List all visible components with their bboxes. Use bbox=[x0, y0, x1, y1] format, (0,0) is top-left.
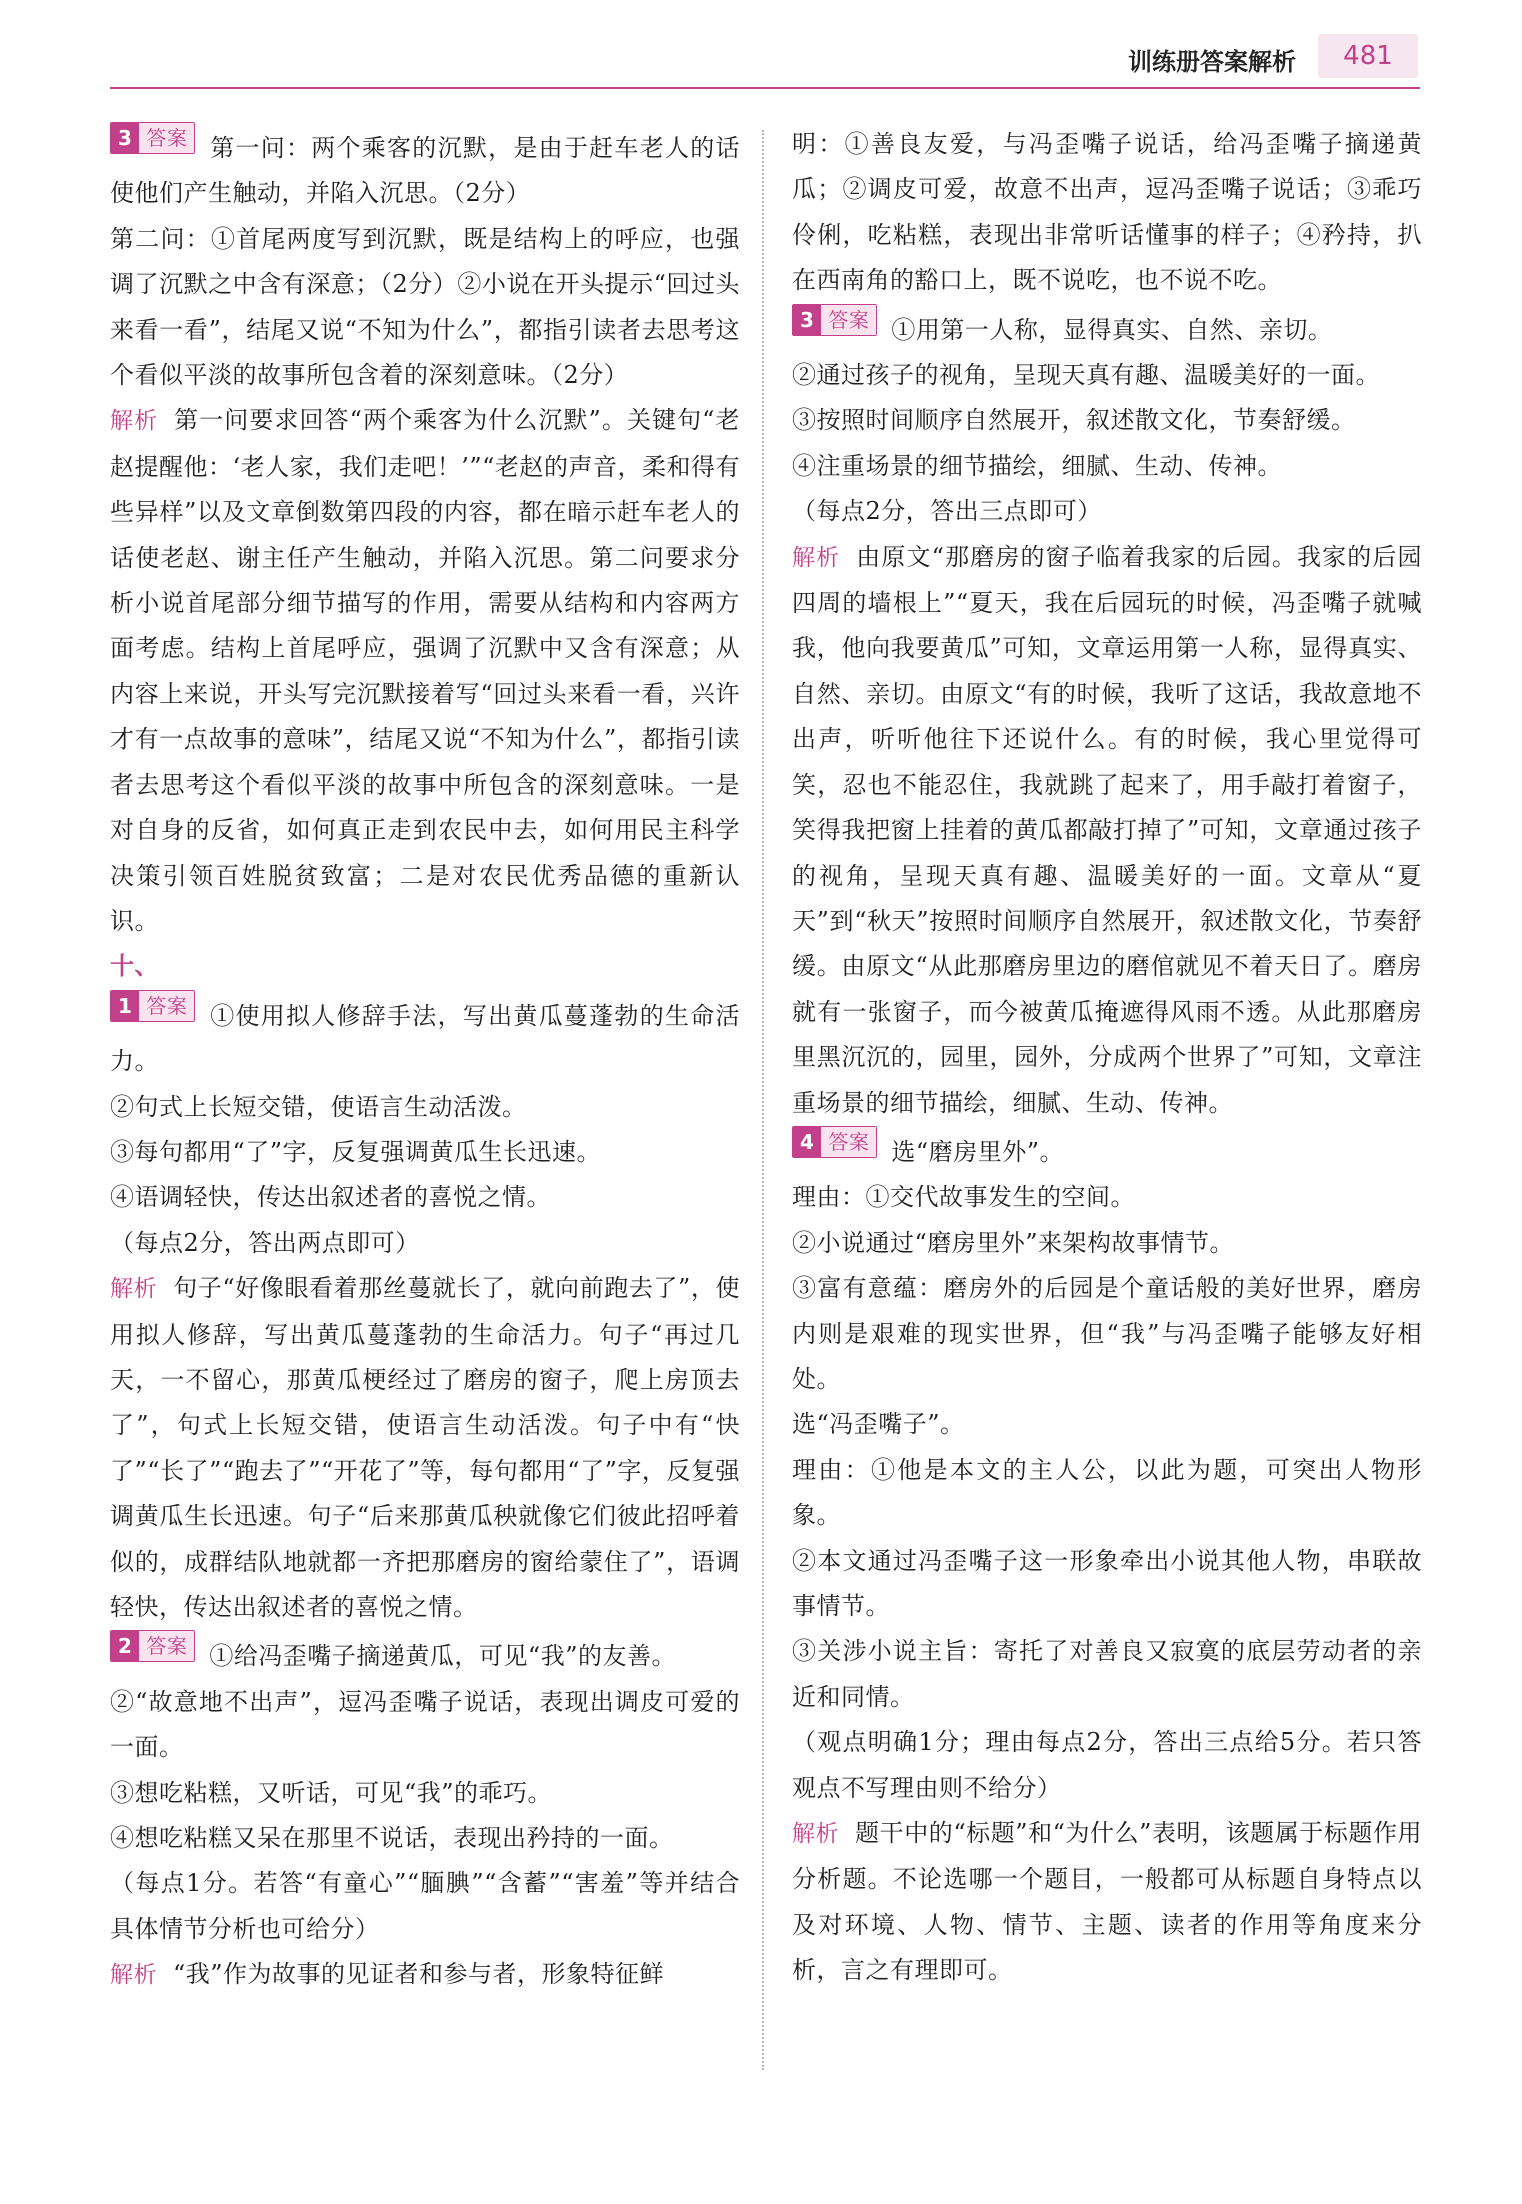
s3-analysis: 解析 由原文“那磨房的窗子临着我家的后园。我家的后园四周的墙根上”“夏天，我在后园玩的时候，冯歪嘴子就喊我，他向我要黄瓜”可知，文章运用第一人称，显得真实、自然、亲切。由原文“有的时候，我听了这话，我故意地不出声，听听他往下还说什么。有的时候，我心里觉得可笑，忍也不能忍住，我就跳了起来了，用手敲打着窗子，笑得我把窗上挂着的黄瓜都敲打掉了”可知，文章通过孩子的视角，呈现天真有趣、温暖美好的一面。文章从“夏天”到“秋天”按照时间顺序自然展开，叙述散文化，节奏舒缓。由原文“从此那磨房里边的磨倌就见不着天日了。磨房就有一张窗子，而今被黄瓜掩遮得风雨不透。从此那磨房里黑沉沉的，园里，园外，分成两个世界了”可知，文章注重场景的细节描绘，细腻、生动、传神。 bbox=[792, 542, 1422, 1117]
answer-tag: 4 答案 bbox=[792, 1126, 877, 1158]
answer-tag: 3 答案 bbox=[792, 304, 877, 336]
s1-score-note: （每点2分，答出两点即可） bbox=[110, 1228, 420, 1257]
left-column bbox=[110, 122, 740, 1999]
analysis-label: 解析 bbox=[110, 1962, 157, 1989]
s2-analysis-start: 解析 “我”作为故事的见证者和参与者，形象特征鲜 bbox=[110, 1960, 665, 1989]
answer-tag: 2 答案 bbox=[110, 1630, 195, 1662]
s2-line: ④想吃粘糕又呆在那里不说话，表现出矜持的一面。 bbox=[110, 1824, 674, 1853]
s1-analysis: 解析 句子“好像眼看着那丝蔓就长了，就向前跑去了”，使用拟人修辞，写出黄瓜蔓蓬勃的生命活力。句子“再过几天，一不留心，那黄瓜梗经过了磨房的窗子，爬上房顶去了”，句式上长短交错，使语言生动活泼。句子中有“快了”“长了”“跑去了”“开花了”等，每句都用“了”字，反复强调黄瓜生长迅速。句子“后来那黄瓜秧就像它们彼此招呼着似的，成群结队地就都一齐把那磨房的窗给蒙住了”，语调轻快，传达出叙述者的喜悦之情。 bbox=[110, 1274, 740, 1621]
s3-line: ②通过孩子的视角，呈现天真有趣、温暖美好的一面。 bbox=[792, 361, 1380, 390]
analysis-label: 解析 bbox=[110, 408, 159, 435]
analysis-label: 解析 bbox=[792, 544, 841, 571]
header-rule bbox=[110, 87, 1420, 89]
answer-tag: 1 答案 bbox=[110, 990, 195, 1022]
page-header bbox=[0, 34, 1522, 88]
q3-answer-1: 3 答案 第一问：两个乘客的沉默，是由于赶车老人的话使他们产生触动，并陷入沉思。（2分） bbox=[110, 122, 740, 217]
s3-answer: 3 答案 ①用第一人称，显得真实、自然、亲切。 bbox=[792, 304, 1422, 353]
s4-answer: 4 答案 选“磨房里外”。 bbox=[792, 1126, 1422, 1175]
s1-line: ④语调轻快，传达出叙述者的喜悦之情。 bbox=[110, 1183, 551, 1212]
s3-line: ④注重场景的细节描绘，细腻、生动、传神。 bbox=[792, 451, 1282, 480]
s4-line: ②小说通过“磨房里外”来架构故事情节。 bbox=[792, 1228, 1235, 1257]
s2-line: ③想吃粘糕，又听话，可见“我”的乖巧。 bbox=[110, 1778, 553, 1807]
s4-analysis: 解析 题干中的“标题”和“为什么”表明，该题属于标题作用分析题。不论选哪一个题目，一般都可从标题自身特点以及对环境、人物、情节、主题、读者的作用等角度来分析，言之有理即可。 bbox=[792, 1819, 1422, 1985]
s4-line: ③富有意蕴：磨房外的后园是个童话般的美好世界，磨房内则是艰难的现实世界，但“我”与冯歪嘴子能够友好相处。 bbox=[792, 1274, 1422, 1393]
s1-answer: 1 答案 ①使用拟人修辞手法，写出黄瓜蔓蓬勃的生命活力。 bbox=[110, 990, 740, 1085]
s2-answer: 2 答案 ①给冯歪嘴子摘递黄瓜，可见“我”的友善。 bbox=[110, 1630, 740, 1679]
s2-line: ②“故意地不出声”，逗冯歪嘴子说话，表现出调皮可爱的一面。 bbox=[110, 1687, 740, 1762]
page-number: 481 bbox=[1318, 34, 1418, 78]
s2-score-note: （每点1分。若答“有童心”“腼腆”“含蓄”“害羞”等并结合具体情节分析也可给分） bbox=[110, 1869, 740, 1943]
analysis-label: 解析 bbox=[110, 1276, 158, 1303]
s4-line: 选“冯歪嘴子”。 bbox=[792, 1410, 965, 1439]
s3-score-note: （每点2分，答出三点即可） bbox=[792, 497, 1102, 526]
s4-line: ③关涉小说主旨：寄托了对善良又寂寞的底层劳动者的亲近和同情。 bbox=[792, 1637, 1422, 1711]
s4-score-note: （观点明确1分；理由每点2分，答出三点给5分。若只答观点不写理由则不给分） bbox=[792, 1728, 1422, 1802]
q3-analysis: 解析 第一问要求回答“两个乘客为什么沉默”。关键句“老赵提醒他：‘老人家，我们走吧！’”“老赵的声音，柔和得有些异样”以及文章倒数第四段的内容，都在暗示赶车老人的话使老赵、谢主任产生触动，并陷入沉思。第二问要求分析小说首尾部分细节描写的作用，需要从结构和内容两方面考虑。结构上首尾呼应，强调了沉默中又含有深意；从内容上来说，开头写完沉默接着写“回过头来看一看，兴许才有一点故事的意味”，结尾又说“不知为什么”，都指引读者去思考这个看似平淡的故事中所包含的深刻意味。一是对自身的反省，如何真正走到农民中去，如何用民主科学决策引领百姓脱贫致富；二是对农民优秀品德的重新认识。 bbox=[110, 406, 741, 935]
s4-line: ②本文通过冯歪嘴子这一形象牵出小说其他人物，串联故事情节。 bbox=[792, 1546, 1422, 1620]
column-divider bbox=[762, 130, 764, 2070]
analysis-label: 解析 bbox=[792, 1821, 840, 1848]
right-column bbox=[792, 122, 1422, 1994]
answer-tag: 3 答案 bbox=[110, 122, 195, 154]
section-heading: 十、 bbox=[110, 952, 159, 981]
s1-line: ②句式上长短交错，使语言生动活泼。 bbox=[110, 1092, 527, 1121]
s1-line: ③每句都用“了”字，反复强调黄瓜生长迅速。 bbox=[110, 1137, 602, 1166]
s4-line: 理由：①他是本文的主人公，以此为题，可突出人物形象。 bbox=[792, 1455, 1422, 1530]
running-title: 训练册答案解析 bbox=[1128, 48, 1296, 76]
s4-line: 理由：①交代故事发生的空间。 bbox=[792, 1183, 1135, 1212]
q3-answer-2: 第二问：①首尾两度写到沉默，既是结构上的呼应，也强调了沉默之中含有深意；（2分）②小说在开头提示“回过头来看一看”，结尾又说“不知为什么”，都指引读者去思考这个看似平淡的故事所包含着的深刻意味。（2分） bbox=[110, 224, 740, 390]
s2-analysis-cont: 明：①善良友爱，与冯歪嘴子说话，给冯歪嘴子摘递黄瓜；②调皮可爱，故意不出声，逗冯歪嘴子说话；③乖巧伶俐，吃粘糕，表现出非常听话懂事的样子；④矜持，扒在西南角的豁口上，既不说吃，也不说不吃。 bbox=[792, 130, 1422, 295]
s3-line: ③按照时间顺序自然展开，叙述散文化，节奏舒缓。 bbox=[792, 406, 1356, 435]
